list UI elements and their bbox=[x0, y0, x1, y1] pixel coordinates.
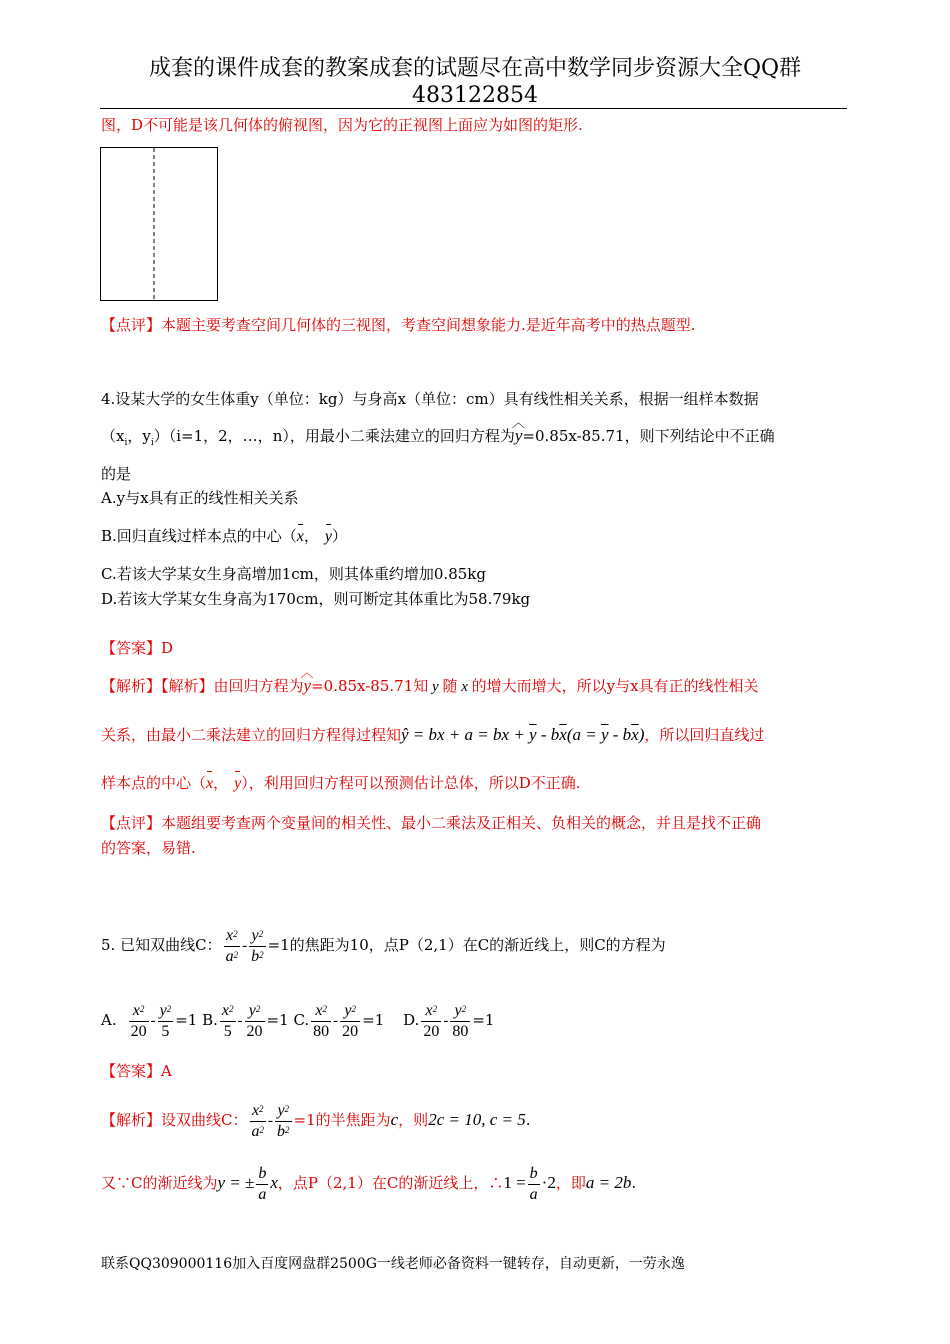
comment1-text: 本题主要考查空间几何体的三视图，考查空间想象能力.是近年高考中的热点题型. bbox=[161, 316, 696, 334]
comment1-tag: 【点评】 bbox=[101, 316, 162, 334]
q4-option-c: C.若该大学某女生身高增加1cm，则其体重约增加0.85kg bbox=[101, 565, 486, 583]
y-hat-symbol: ︿ y bbox=[515, 426, 523, 446]
q5-option-b: B. $\frac{x^2}{5}$ - $\frac{y^2}{20}$ =1 bbox=[202, 1001, 289, 1040]
intro-text: 图，D不可能是该几何体的俯视图，因为它的正视图上面应为如图的矩形. bbox=[101, 116, 583, 134]
footer-contact: 联系QQ309000116加入百度网盘群2500G一线老师必备资料一键转存，自动更新，一劳永逸 bbox=[101, 1256, 685, 1272]
header-title-line1: 成套的课件成套的教案成套的试题尽在高中数学同步资源大全QQ群 bbox=[148, 56, 802, 81]
q5-answer: 【答案】A bbox=[101, 1062, 172, 1080]
header-title-line2: 483122854 bbox=[412, 83, 538, 108]
y-bar-symbol: y bbox=[324, 528, 333, 545]
fraction-x2-a2: $\frac{x^2}{a^2}$ bbox=[225, 926, 239, 965]
x-bar-symbol: x bbox=[206, 775, 214, 792]
q5-stem: 5. 已知双曲线C： $\frac{x^2}{a^2}$ - $\frac{y^2}{b^2}$ =1的焦距为10，点P（2,1）在C的渐近线上，则C的方程为 bbox=[101, 926, 666, 965]
q4-analysis-line1: 【解析】【解析】由回归方程为︿ y=0.85x-85.71知 y 随 x 的增大而增大，所以y与x具有正的线性相关 bbox=[101, 676, 759, 697]
front-view-rectangle-figure bbox=[100, 147, 220, 303]
header-rule bbox=[100, 108, 847, 109]
q5-analysis-line1: 【解析】设双曲线C： $\frac{x^2}{a^2}$ - $\frac{y^2}{b^2}$ =1的半焦距为c，则2c = 10, c = 5. bbox=[101, 1101, 531, 1140]
q4-option-b: B.回归直线过样本点的中心（x， y） bbox=[101, 527, 348, 545]
y-bar-symbol: y bbox=[234, 775, 242, 792]
q5-analysis-line2: 又∵C的渐近线为y = ± $\frac{b}{a}$ x，点P（2,1）在C的渐近线上，∴1 = $\frac{b}{a}$ ·2，即a = 2b. bbox=[101, 1164, 637, 1203]
fraction-y2-b2: $\frac{y^2}{b^2}$ bbox=[251, 926, 264, 965]
y-hat-symbol: ︿ y bbox=[304, 676, 312, 696]
q4-analysis-line3: 样本点的中心（x， y），利用回归方程可以预测估计总体，所以D不正确. bbox=[101, 774, 581, 792]
q4-analysis-line2: 关系，由最小二乘法建立的回归方程得过程知ŷ = bx + a = bx + $\overline{y} - b\overline{x}(a = \overline{y} - b\overline{x})$，所以回归直线过 bbox=[101, 725, 765, 744]
q5-option-c: C. $\frac{x^2}{80}$ - $\frac{y^2}{20}$ =1 bbox=[293, 1001, 385, 1040]
rectangle-outline bbox=[101, 148, 218, 301]
q4-line3: 的是 bbox=[101, 465, 132, 483]
q4-comment-line1: 【点评】本题组要考查两个变量间的相关性、最小二乘法及正相关、负相关的概念，并且是找不正确 bbox=[101, 814, 762, 832]
comment1 bbox=[101, 315, 696, 335]
q4-line2: （$x_i$，$y_i)(i=1$，2，…，n），用最小二乘法建立的回归方程为︿ y=0.85x-85.71，则下列结论中不正确 bbox=[101, 426, 775, 453]
q4-option-a: A.y与x具有正的线性相关关系 bbox=[101, 489, 299, 507]
q4-answer: 【答案】D bbox=[101, 639, 174, 657]
regression-derivation-formula: ŷ = bx + a = bx + $\overline{y} - b\overline{x}(a = \overline{y} - b\overline{x})$ bbox=[401, 725, 645, 744]
q5-options bbox=[101, 997, 494, 1044]
x-bar-symbol: x bbox=[296, 528, 304, 545]
q5-option-a: A. $\frac{x^2}{20}$ - $\frac{y^2}{5}$ =1 bbox=[101, 1001, 198, 1040]
q4-line1: 4.设某大学的女生体重y（单位：kg）与身高x（单位：cm）具有线性相关关系，根据一组样本数据 bbox=[101, 390, 759, 408]
q4-option-d: D.若该大学某女生身高为170cm，则可断定其体重比为58.79kg bbox=[101, 590, 531, 608]
q5-option-d: D. $\frac{x^2}{20}$ - $\frac{y^2}{80}$ =1 bbox=[403, 1001, 495, 1040]
q4-comment-line2: 的答案，易错. bbox=[101, 839, 196, 857]
